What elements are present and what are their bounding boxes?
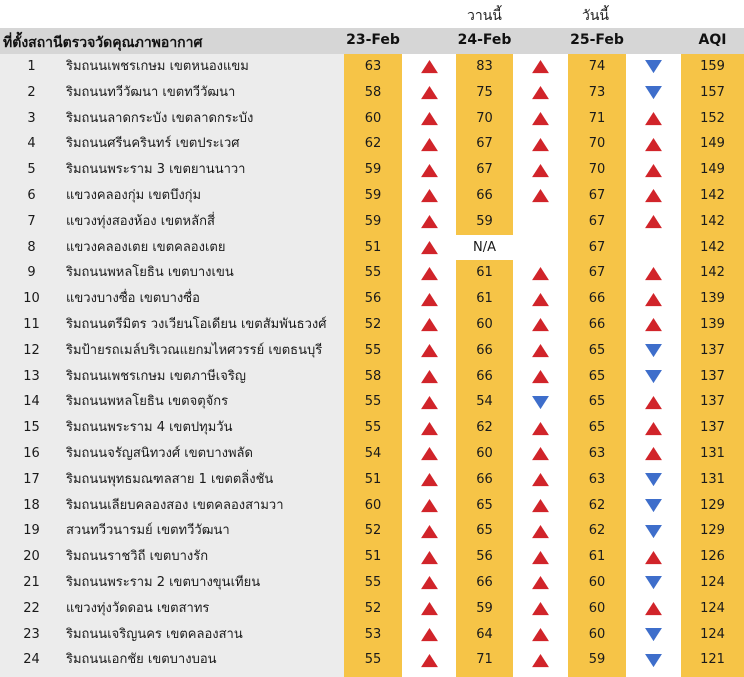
trend-up-icon — [513, 312, 568, 338]
table-row — [0, 80, 744, 106]
value-24-feb: 65 — [476, 523, 493, 539]
row-index: 19 — [23, 523, 40, 539]
trend-up-icon — [513, 54, 568, 80]
table-row — [0, 286, 744, 312]
value-23-feb: 60 — [364, 497, 382, 513]
value-25-feb: 67 — [588, 213, 606, 229]
aqi-value: 142 — [700, 265, 725, 281]
trend-up-icon — [402, 389, 456, 415]
trend-down-icon — [626, 493, 681, 519]
value-23-feb: 56 — [364, 291, 382, 307]
trend-up-icon — [402, 209, 456, 235]
table-row — [0, 157, 744, 183]
trend-up-icon — [513, 80, 568, 106]
value-23-feb: 59 — [364, 213, 382, 229]
row-index: 11 — [23, 316, 40, 332]
station-name: ริมถนนเลียบคลองสอง เขตคลองสามวา — [66, 497, 284, 513]
aqi-value: 129 — [700, 497, 725, 513]
value-25-feb: 66 — [588, 316, 606, 332]
trend-up-icon — [402, 235, 456, 261]
row-index: 13 — [23, 368, 40, 384]
row-index: 4 — [27, 136, 36, 152]
table-row — [0, 415, 744, 441]
aqi-value: 124 — [700, 600, 725, 616]
value-24-feb: 67 — [476, 162, 493, 178]
table-row — [0, 441, 744, 467]
value-24-feb: 59 — [476, 213, 493, 229]
aqi-value: 137 — [700, 420, 725, 436]
trend-down-icon — [513, 389, 568, 415]
station-name: ริมถนนจรัญสนิทวงศ์ เขตบางพลัด — [66, 445, 253, 461]
value-23-feb: 55 — [364, 420, 382, 436]
table-row — [0, 467, 744, 493]
station-name: แขวงคลองเตย เขตคลองเตย — [66, 239, 226, 255]
trend-up-icon — [513, 596, 568, 622]
row-index: 18 — [23, 497, 40, 513]
value-23-feb: 63 — [364, 59, 382, 74]
value-24-feb: 66 — [476, 342, 493, 358]
trend-up-icon — [402, 338, 456, 364]
row-index: 24 — [23, 652, 40, 668]
header-d24: 24-Feb — [457, 32, 512, 48]
row-index: 17 — [23, 471, 40, 487]
trend-up-icon — [402, 364, 456, 390]
value-23-feb: 55 — [364, 652, 382, 668]
trend-up-icon — [402, 183, 456, 209]
table-row — [0, 647, 744, 673]
station-name: แขวงทุ่งสองห้อง เขตหลักสี่ — [66, 213, 215, 229]
row-index: 15 — [23, 420, 40, 436]
trend-up-icon — [402, 467, 456, 493]
trend-up-icon — [513, 183, 568, 209]
header-d23: 23-Feb — [346, 32, 400, 48]
value-23-feb: 58 — [364, 368, 382, 384]
trend-down-icon — [626, 622, 681, 648]
aqi-value: 137 — [700, 342, 725, 358]
aqi-value: 124 — [700, 626, 725, 642]
trend-up-icon — [513, 157, 568, 183]
trend-up-icon — [402, 80, 456, 106]
value-24-feb: 59 — [476, 600, 493, 616]
trend-up-icon — [402, 544, 456, 570]
trend-up-icon — [513, 131, 568, 157]
aqi-value: 131 — [700, 445, 725, 461]
trend-up-icon — [626, 260, 681, 286]
table-row — [0, 596, 744, 622]
trend-up-icon — [402, 312, 456, 338]
trend-up-icon — [626, 131, 681, 157]
table-row — [0, 544, 744, 570]
station-name: ริมถนนศรีนครินทร์ เขตประเวศ — [66, 136, 240, 152]
trend-down-icon — [626, 647, 681, 673]
trend-up-icon — [402, 54, 456, 80]
value-25-feb: 74 — [588, 59, 606, 74]
trend-up-icon — [513, 493, 568, 519]
aqi-value: 131 — [700, 471, 725, 487]
value-24-feb: 66 — [476, 187, 493, 203]
trend-up-icon — [626, 544, 681, 570]
value-25-feb: 60 — [588, 600, 606, 616]
row-index: 8 — [27, 239, 36, 255]
trend-down-icon — [626, 80, 681, 106]
station-name: ริมถนนพระราม 2 เขตบางขุนเทียน — [66, 574, 261, 590]
trend-up-icon — [513, 364, 568, 390]
trend-up-icon — [513, 622, 568, 648]
value-23-feb: 52 — [364, 316, 382, 332]
table-row — [0, 389, 744, 415]
trend-up-icon — [402, 286, 456, 312]
value-23-feb: 62 — [364, 136, 382, 152]
station-name: สวนทวีวนารมย์ เขตทวีวัฒนา — [66, 523, 230, 539]
aqi-value: 152 — [700, 110, 725, 126]
table-row — [0, 312, 744, 338]
row-index: 20 — [23, 549, 40, 565]
trend-up-icon — [513, 260, 568, 286]
value-24-feb: 67 — [476, 136, 493, 152]
row-index: 9 — [27, 265, 36, 281]
trend-up-icon — [402, 596, 456, 622]
aqi-value: 121 — [700, 652, 725, 668]
station-name: ริมถนนราชวิถี เขตบางรัก — [66, 549, 209, 565]
table-row — [0, 235, 744, 261]
value-23-feb: 55 — [364, 265, 382, 281]
aqi-value: 137 — [700, 394, 725, 410]
value-25-feb: 65 — [588, 342, 606, 358]
value-23-feb: 52 — [364, 600, 382, 616]
value-23-feb: 58 — [364, 84, 382, 100]
trend-up-icon — [513, 441, 568, 467]
value-25-feb: 62 — [588, 497, 606, 513]
trend-up-icon — [513, 570, 568, 596]
value-24-feb: 66 — [476, 471, 493, 487]
table-row — [0, 183, 744, 209]
table-row — [0, 622, 744, 648]
trend-up-icon — [513, 415, 568, 441]
trend-up-icon — [513, 338, 568, 364]
table-row — [0, 260, 744, 286]
trend-up-icon — [402, 647, 456, 673]
trend-down-icon — [626, 54, 681, 80]
station-name: แขวงทุ่งวัดดอน เขตสาทร — [66, 600, 210, 616]
aqi-value: 124 — [700, 574, 725, 590]
value-24-feb: N/A — [456, 235, 513, 261]
value-23-feb: 55 — [364, 394, 382, 410]
table-row — [0, 570, 744, 596]
aqi-value: 137 — [700, 368, 725, 384]
trend-up-icon — [513, 467, 568, 493]
station-name: แขวงคลองกุ่ม เขตบึงกุ่ม — [66, 187, 202, 203]
table-row — [0, 493, 744, 519]
value-25-feb: 61 — [588, 549, 606, 565]
trend-up-icon — [626, 415, 681, 441]
aqi-value: 149 — [700, 162, 725, 178]
trend-up-icon — [513, 286, 568, 312]
value-24-feb: 75 — [476, 84, 493, 100]
value-25-feb: 66 — [588, 291, 606, 307]
trend-up-icon — [626, 183, 681, 209]
trend-empty — [626, 235, 681, 261]
station-name: ริมถนนเพชรเกษม เขตภาษีเจริญ — [66, 368, 246, 384]
trend-up-icon — [402, 441, 456, 467]
trend-up-icon — [402, 622, 456, 648]
trend-up-icon — [513, 647, 568, 673]
trend-up-icon — [626, 312, 681, 338]
station-name: ริมป้ายรถเมล์บริเวณแยกมไหศวรรย์ เขตธนบุรี — [66, 342, 323, 358]
station-name: ริมถนนทวีวัฒนา เขตทวีวัฒนา — [66, 84, 236, 100]
value-25-feb: 67 — [588, 187, 606, 203]
station-name: ริมถนนเพชรเกษม เขตหนองแขม — [66, 59, 249, 74]
aqi-value: 142 — [700, 239, 725, 255]
row-index: 2 — [27, 84, 36, 100]
value-24-feb: 70 — [476, 110, 493, 126]
value-25-feb: 63 — [588, 471, 606, 487]
value-24-feb: 71 — [476, 652, 493, 668]
table-row — [0, 131, 744, 157]
trend-down-icon — [626, 364, 681, 390]
table-row — [0, 518, 744, 544]
trend-empty — [513, 235, 568, 261]
value-24-feb: 83 — [476, 59, 493, 74]
value-25-feb: 60 — [588, 574, 606, 590]
trend-up-icon — [626, 106, 681, 132]
trend-up-icon — [402, 260, 456, 286]
label-today: วันนี้ — [582, 8, 610, 24]
value-24-feb: 62 — [476, 420, 493, 436]
aqi-value: 139 — [700, 316, 725, 332]
station-name: ริมถนนลาดกระบัง เขตลาดกระบัง — [66, 110, 254, 126]
value-24-feb: 60 — [476, 445, 493, 461]
value-23-feb: 51 — [364, 471, 382, 487]
trend-empty — [513, 209, 568, 235]
table-header — [0, 28, 744, 54]
trend-up-icon — [402, 493, 456, 519]
top-day-labels — [0, 0, 744, 28]
trend-up-icon — [402, 106, 456, 132]
aqi-value: 157 — [700, 84, 725, 100]
value-24-feb: 60 — [476, 316, 493, 332]
row-index: 22 — [23, 600, 40, 616]
value-25-feb: 67 — [588, 239, 606, 255]
table-row — [0, 106, 744, 132]
value-25-feb: 59 — [588, 652, 606, 668]
value-23-feb: 59 — [364, 187, 382, 203]
station-name: ริมถนนพระราม 3 เขตยานนาวา — [66, 162, 246, 178]
value-25-feb: 65 — [588, 420, 606, 436]
row-index: 6 — [27, 187, 36, 203]
value-23-feb: 55 — [364, 342, 382, 358]
trend-up-icon — [626, 596, 681, 622]
row-index: 10 — [23, 291, 40, 307]
value-23-feb: 53 — [364, 626, 382, 642]
aqi-value: 149 — [700, 136, 725, 152]
table-body — [0, 54, 744, 673]
trend-up-icon — [626, 441, 681, 467]
value-24-feb: 64 — [476, 626, 493, 642]
trend-down-icon — [626, 518, 681, 544]
aqi-value: 139 — [700, 291, 725, 307]
row-index: 16 — [23, 445, 40, 461]
trend-up-icon — [626, 157, 681, 183]
value-25-feb: 70 — [588, 162, 606, 178]
label-yesterday: วานนี้ — [467, 8, 502, 24]
aqi-value: 142 — [700, 187, 725, 203]
header-station: ที่ตั้งสถานีตรวจวัดคุณภาพอากาศ — [3, 35, 203, 51]
table-row — [0, 338, 744, 364]
trend-up-icon — [513, 518, 568, 544]
trend-down-icon — [626, 467, 681, 493]
row-index: 7 — [27, 213, 36, 229]
station-name: ริมถนนพุทธมณฑลสาย 1 เขตตลิ่งชัน — [66, 471, 274, 487]
station-name: ริมถนนตรีมิตร วงเวียนโอเดียน เขตสัมพันธวงศ์ — [66, 316, 327, 332]
trend-up-icon — [513, 544, 568, 570]
value-25-feb: 67 — [588, 265, 606, 281]
station-name: ริมถนนพระราม 4 เขตปทุมวัน — [66, 420, 233, 436]
value-25-feb: 65 — [588, 394, 606, 410]
aqi-value: 129 — [700, 523, 725, 539]
value-25-feb: 73 — [588, 84, 606, 100]
value-23-feb: 59 — [364, 162, 382, 178]
value-24-feb: 66 — [476, 574, 493, 590]
trend-up-icon — [402, 415, 456, 441]
value-25-feb: 63 — [588, 445, 606, 461]
row-index: 21 — [23, 574, 40, 590]
row-index: 14 — [23, 394, 40, 410]
trend-up-icon — [513, 106, 568, 132]
table-row — [0, 54, 744, 80]
value-23-feb: 60 — [364, 110, 382, 126]
row-index: 3 — [27, 110, 36, 126]
row-index: 5 — [27, 162, 36, 178]
value-24-feb: 56 — [476, 549, 493, 565]
aqi-value: 142 — [700, 213, 725, 229]
value-25-feb: 65 — [588, 368, 606, 384]
value-24-feb: 61 — [476, 265, 493, 281]
value-23-feb: 51 — [364, 549, 382, 565]
table-row — [0, 209, 744, 235]
trend-up-icon — [402, 570, 456, 596]
value-25-feb: 71 — [588, 110, 606, 126]
trend-up-icon — [626, 389, 681, 415]
trend-up-icon — [402, 131, 456, 157]
trend-up-icon — [626, 209, 681, 235]
trend-down-icon — [626, 338, 681, 364]
station-name: แขวงบางซื่อ เขตบางซื่อ — [66, 291, 200, 307]
value-23-feb: 51 — [364, 239, 382, 255]
value-23-feb: 54 — [364, 445, 382, 461]
aqi-value: 126 — [700, 549, 725, 565]
trend-up-icon — [402, 157, 456, 183]
row-index: 1 — [27, 59, 36, 74]
aqi-value: 159 — [700, 59, 725, 74]
value-25-feb: 60 — [588, 626, 606, 642]
trend-up-icon — [402, 518, 456, 544]
value-25-feb: 62 — [588, 523, 606, 539]
trend-up-icon — [626, 286, 681, 312]
value-23-feb: 55 — [364, 574, 382, 590]
station-name: ริมถนนเอกชัย เขตบางบอน — [66, 652, 217, 668]
value-24-feb: 66 — [476, 368, 493, 384]
header-aqi: AQI — [698, 32, 727, 48]
value-24-feb: 65 — [476, 497, 493, 513]
value-25-feb: 70 — [588, 136, 606, 152]
header-d25: 25-Feb — [570, 32, 624, 48]
trend-down-icon — [626, 570, 681, 596]
value-23-feb: 52 — [364, 523, 382, 539]
value-24-feb: 54 — [476, 394, 493, 410]
value-24-feb: 61 — [476, 291, 493, 307]
table-row — [0, 364, 744, 390]
station-name: ริมถนนพหลโยธิน เขตบางเขน — [66, 265, 234, 281]
row-index: 12 — [23, 342, 40, 358]
station-name: ริมถนนพหลโยธิน เขตจตุจักร — [66, 394, 229, 410]
row-index: 23 — [23, 626, 40, 642]
station-name: ริมถนนเจริญนคร เขตคลองสาน — [66, 626, 243, 642]
